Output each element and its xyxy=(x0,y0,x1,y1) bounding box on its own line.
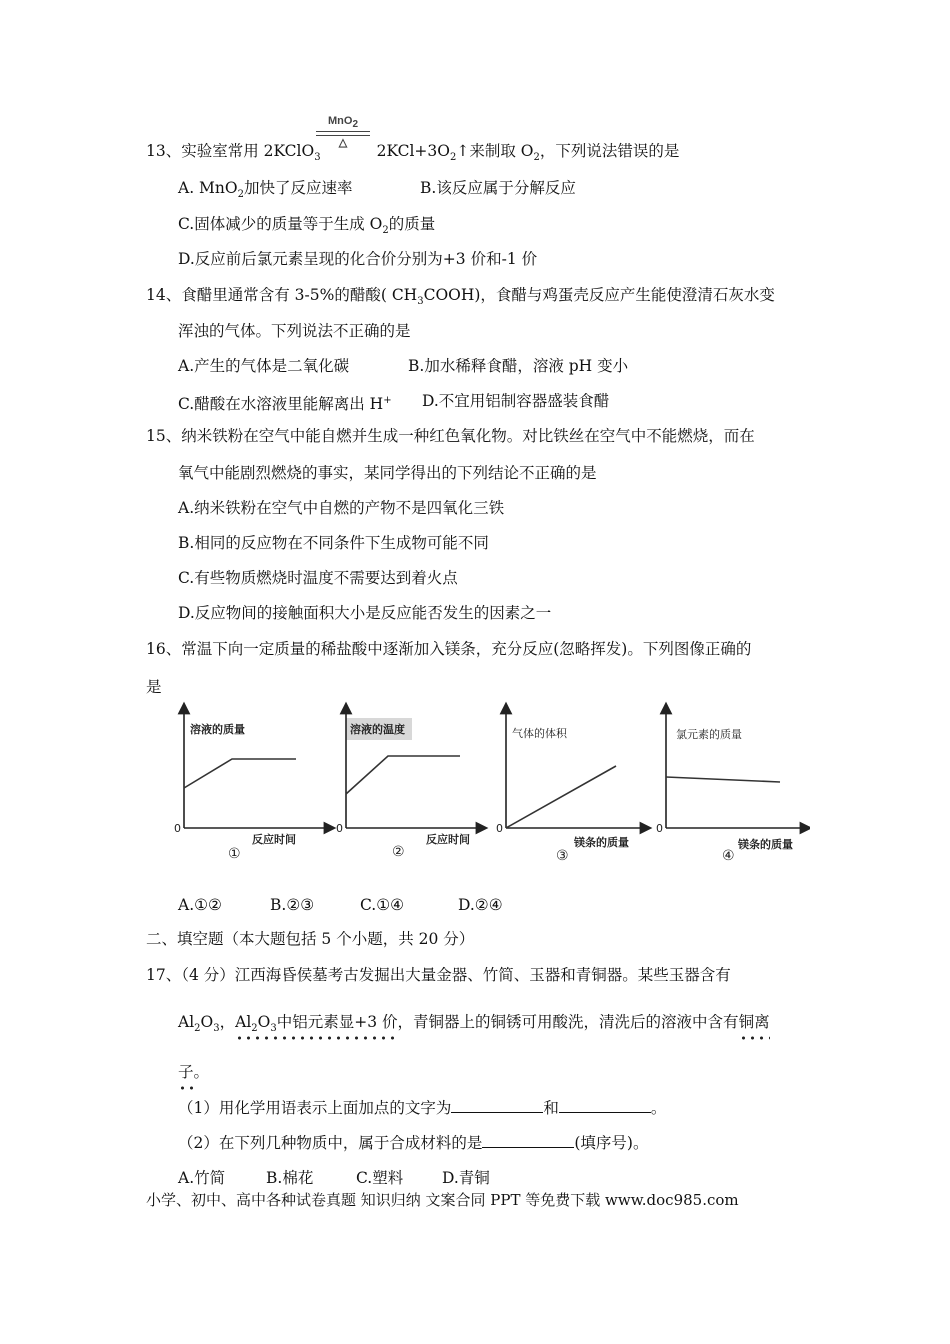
q15-option-b: B.相同的反应物在不同条件下生成物可能不同 xyxy=(178,534,489,552)
q17-sub1-blank-2[interactable] xyxy=(559,1098,651,1113)
section-2-title: 二、填空题（本大题包括 5 个小题，共 20 分） xyxy=(146,930,475,948)
q17-sub2: （2）在下列几种物质中，属于合成材料的是 (填序号)。 xyxy=(178,1134,649,1152)
q17-stem-line2: $Al_2O_3$，$Al_2O_3$中铝元素显+3 价 ，青铜器上的铜锈可用酸洗，清洗后的溶液中含有铜离 xyxy=(178,1012,770,1039)
graph-3-origin: 0 xyxy=(496,822,503,835)
q14-stem-line1: 14、食醋里通常含有 3-5%的醋酸( $CH_3COOH$)，食醋与鸡蛋壳反应产生能使澄清石灰水变 xyxy=(146,286,775,308)
reaction-condition: MnO$_2$ △ xyxy=(316,115,370,149)
q15-stem-line1: 15、纳米铁粉在空气中能自燃并生成一种红色氧化物。对比铁丝在空气中不能燃烧，而在 xyxy=(146,427,755,445)
q17-option-d: D.青铜 xyxy=(442,1169,490,1187)
q13-option-b: B.该反应属于分解反应 xyxy=(420,179,576,197)
q14-option-b: B.加水稀释食醋，溶液 pH 变小 xyxy=(408,357,629,375)
graph-4-marker: ④ xyxy=(722,848,735,864)
footer-ad: 小学、初中、高中各种试卷真题 知识归纳 文案合同 PPT 等免费下载 www.doc985.com xyxy=(146,1191,739,1209)
graph-4-curve xyxy=(666,777,780,782)
graph-1-origin: 0 xyxy=(174,822,181,835)
q17-stem-line3: 子 。 xyxy=(178,1062,209,1082)
q14-option-c: C.醋酸在水溶液里能解离出 H+ xyxy=(178,395,392,414)
q13-stem: 13、实验室常用 2KClO$_3$ $2KCl+3O_2↑$来制取 $O_2$，下列说法错误的是 xyxy=(146,142,680,164)
q16-option-a: A.①② xyxy=(178,896,222,914)
q16-option-d: D.②④ xyxy=(458,896,503,914)
graph-2-xlabel: 反应时间 xyxy=(426,833,470,846)
q17-sub2-blank[interactable] xyxy=(482,1133,574,1148)
graph-1 xyxy=(174,708,330,862)
q15-option-a: A.纳米铁粉在空气中自燃的产物不是四氧化三铁 xyxy=(178,499,505,517)
graph-4-ylabel: 氯元素的质量 xyxy=(676,728,742,741)
q16-stem-line1: 16、常温下向一定质量的稀盐酸中逐渐加入镁条，充分反应(忽略挥发)。下列图像正确的 xyxy=(146,640,752,658)
graph-4 xyxy=(656,708,806,864)
q17-stem-line1: 17、（4 分）江西海昏侯墓考古发掘出大量金器、竹简、玉器和青铜器。某些玉器含有 xyxy=(146,966,731,984)
q16-graphs xyxy=(170,700,810,870)
q16-stem-line2: 是 xyxy=(146,678,162,696)
graph-2 xyxy=(336,708,482,860)
q13-option-a: A. MnO$_2$加快了反应速率 xyxy=(178,179,353,201)
q15-option-d: D.反应物间的接触面积大小是反应能否发生的因素之一 xyxy=(178,604,552,622)
graph-1-marker: ① xyxy=(228,846,241,862)
graph-1-ylabel: 溶液的质量 xyxy=(190,723,245,736)
graph-2-origin: 0 xyxy=(336,822,343,835)
q17-option-a: A.竹简 xyxy=(178,1169,226,1187)
graph-3-marker: ③ xyxy=(556,848,569,864)
q14-stem-line2: 浑浊的气体。下列说法不正确的是 xyxy=(178,322,411,340)
graph-2-curve xyxy=(346,756,460,794)
q17-emphasis-al2o3-valence: $Al_2O_3$中铝元素显+3 价 xyxy=(235,1013,397,1031)
graph-1-curve xyxy=(184,759,296,788)
graph-4-origin: 0 xyxy=(656,822,663,835)
q17-emphasis-copper-ion: 铜离 xyxy=(739,1013,770,1031)
q13-option-d: D.反应前后氯元素呈现的化合价分别为+3 价和-1 价 xyxy=(178,250,538,268)
graph-1-xlabel: 反应时间 xyxy=(252,833,296,846)
graph-3-ylabel: 气体的体积 xyxy=(512,727,567,740)
graph-2-ylabel: 溶液的温度 xyxy=(350,723,405,736)
graph-4-xlabel: 镁条的质量 xyxy=(738,838,793,851)
q14-option-d: D.不宜用铝制容器盛装食醋 xyxy=(422,392,610,410)
q16-option-b: B.②③ xyxy=(270,896,315,914)
q17-option-b: B.棉花 xyxy=(266,1169,314,1187)
q15-stem-line2: 氧气中能剧烈燃烧的事实，某同学得出的下列结论不正确的是 xyxy=(178,464,597,482)
graph-2-marker: ② xyxy=(392,844,405,860)
graph-3 xyxy=(496,708,646,864)
graph-3-curve xyxy=(506,766,616,828)
q17-sub1: （1）用化学用语表示上面加点的文字为 和 。 xyxy=(178,1099,667,1117)
graph-3-xlabel: 镁条的质量 xyxy=(574,836,629,849)
q17-emphasis-ion-end: 子 xyxy=(178,1063,194,1081)
q16-option-c: C.①④ xyxy=(360,896,405,914)
q14-option-a: A.产生的气体是二氧化碳 xyxy=(178,357,350,375)
q17-option-c: C.塑料 xyxy=(356,1169,404,1187)
q13-option-c: C.固体减少的质量等于生成 $O_2$的质量 xyxy=(178,215,436,237)
q15-option-c: C.有些物质燃烧时温度不需要达到着火点 xyxy=(178,569,458,587)
q17-sub1-blank-1[interactable] xyxy=(451,1098,543,1113)
